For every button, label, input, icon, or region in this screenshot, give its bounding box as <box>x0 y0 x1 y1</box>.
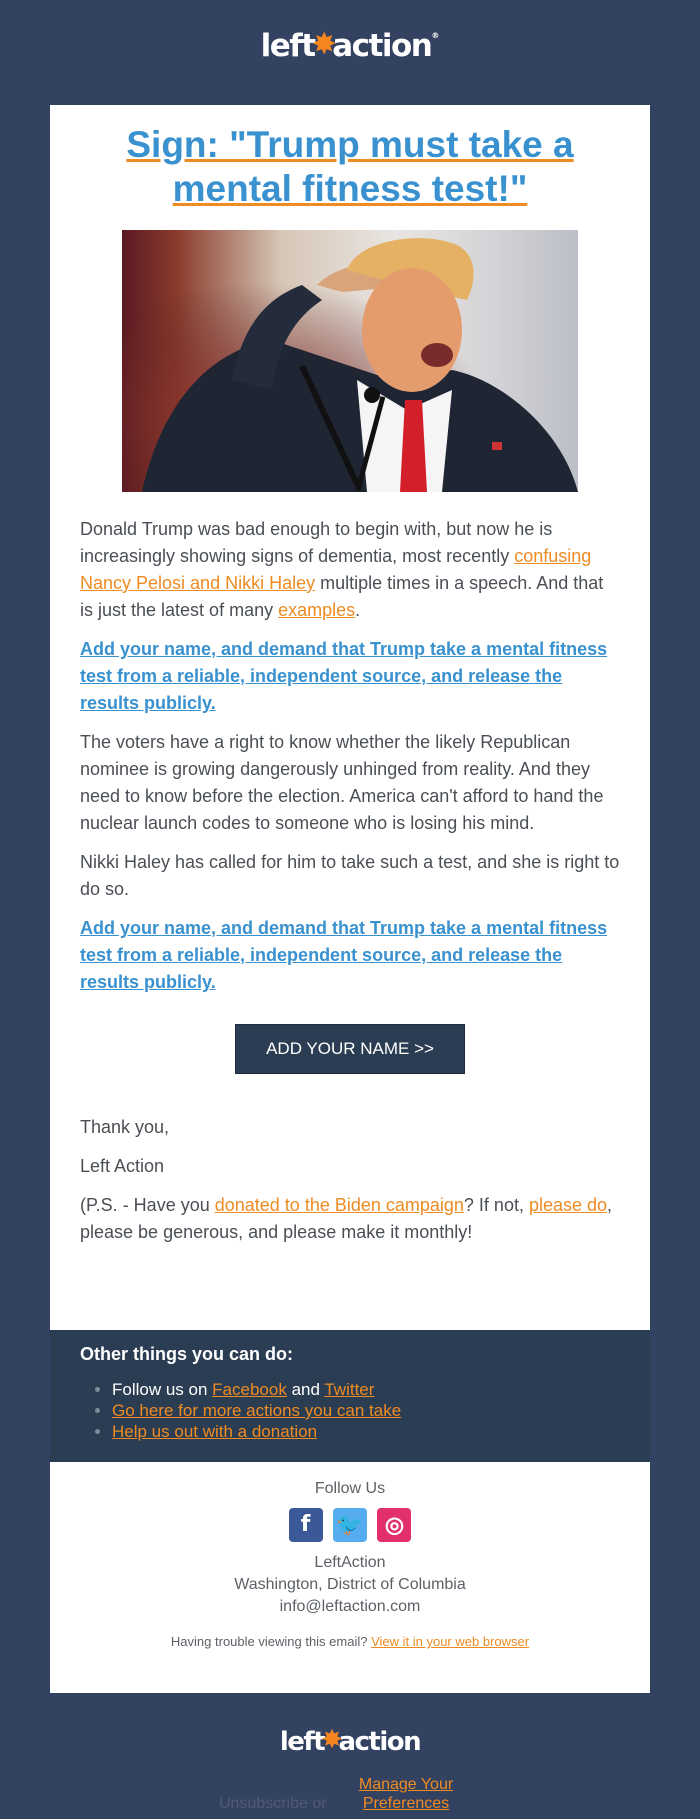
unsubscribe-line: Unsubscribe or Manage Your Preferences <box>0 1775 700 1813</box>
email-body <box>50 516 650 1246</box>
social-icons <box>50 1508 650 1542</box>
cta-paragraph-2 <box>80 915 620 996</box>
twitter-link[interactable]: Twitter <box>324 1380 375 1399</box>
thanks-text: Thank you, <box>80 1116 170 1137</box>
manage-preferences-link[interactable]: Manage Your Preferences <box>358 1776 454 1812</box>
instagram-icon[interactable]: ◎ <box>377 1508 411 1542</box>
address-block <box>50 1554 650 1616</box>
intro-paragraph: Donald Trump was bad enough to begin with, but now he is increasingly showing signs of dementia, most recently confusing Nancy Pelosi and Nikki Haley multiple times in a speech. And that is just the latest of many examples. <box>80 518 604 620</box>
examples-link[interactable]: examples <box>278 599 356 620</box>
list-item <box>112 1421 620 1442</box>
other-things-title: Other things you can do: <box>80 1344 294 1364</box>
org-name: LeftAction <box>314 1554 386 1571</box>
email-footer <box>50 1462 650 1649</box>
confusing-link[interactable]: confusing Nancy Pelosi and Nikki Haley <box>80 545 592 593</box>
signoff-text: Left Action <box>80 1155 165 1176</box>
org-location: Washington, District of Columbia <box>234 1576 466 1593</box>
donation-link[interactable]: Help us out with a donation <box>112 1422 318 1441</box>
list-item <box>112 1400 620 1421</box>
headline-link[interactable]: Sign: "Trump must take a mental fitness test!" <box>126 124 574 210</box>
leftaction-logo[interactable]: left✸action® <box>260 27 440 64</box>
button-row <box>80 1024 620 1074</box>
org-email: info@leftaction.com <box>279 1598 421 1615</box>
view-in-browser-link[interactable]: View it in your web browser <box>371 1634 530 1649</box>
other-things-section <box>50 1330 650 1462</box>
add-your-name-link-1[interactable]: Add your name, and demand that Trump take a mental fitness test from a reliable, independent source, and release the results publicly. <box>80 638 608 713</box>
add-your-name-button[interactable]: ADD YOUR NAME >> <box>235 1024 465 1074</box>
leftaction-logo-footer[interactable]: left✸action <box>279 1725 421 1757</box>
more-actions-link[interactable]: Go here for more actions you can take <box>112 1401 402 1420</box>
header-logo-area <box>0 0 700 76</box>
voters-paragraph: The voters have a right to know whether the likely Republican nominee is growing dangerously unhinged from reality. And they need to know before the election. America can't afford to hand the nuclear launch codes to someone who is losing his mind. <box>80 731 604 833</box>
cta-paragraph-1 <box>80 636 620 717</box>
twitter-icon[interactable]: 🐦 <box>333 1508 367 1542</box>
facebook-link[interactable]: Facebook <box>212 1380 287 1399</box>
haley-paragraph: Nikki Haley has called for him to take such a test, and she is right to do so. <box>80 851 620 899</box>
add-your-name-link-2[interactable]: Add your name, and demand that Trump take a mental fitness test from a reliable, independent source, and release the results publicly. <box>80 917 608 992</box>
other-things-list <box>80 1379 620 1442</box>
list-item: • Follow us on Facebook and Twitter <box>112 1379 620 1400</box>
hero-photo[interactable] <box>122 230 578 492</box>
trouble-viewing: Having trouble viewing this email? View it in your web browser <box>170 1634 530 1649</box>
email-card <box>50 105 650 1693</box>
trump-saluting-photo-icon <box>122 230 578 492</box>
star-burst-icon: ✸ <box>311 27 336 62</box>
follow-us-label: Follow Us <box>314 1480 386 1497</box>
star-burst-icon: ✸ <box>321 1725 342 1755</box>
biden-donate-link[interactable]: donated to the Biden campaign <box>214 1194 464 1215</box>
headline <box>70 123 630 212</box>
facebook-icon[interactable]: f <box>289 1508 323 1542</box>
ps-paragraph: (P.S. - Have you donated to the Biden campaign? If not, please do, please be generous, and please make it monthly! <box>80 1194 613 1242</box>
please-do-link[interactable]: please do <box>528 1194 608 1215</box>
bottom-area <box>0 1693 700 1813</box>
